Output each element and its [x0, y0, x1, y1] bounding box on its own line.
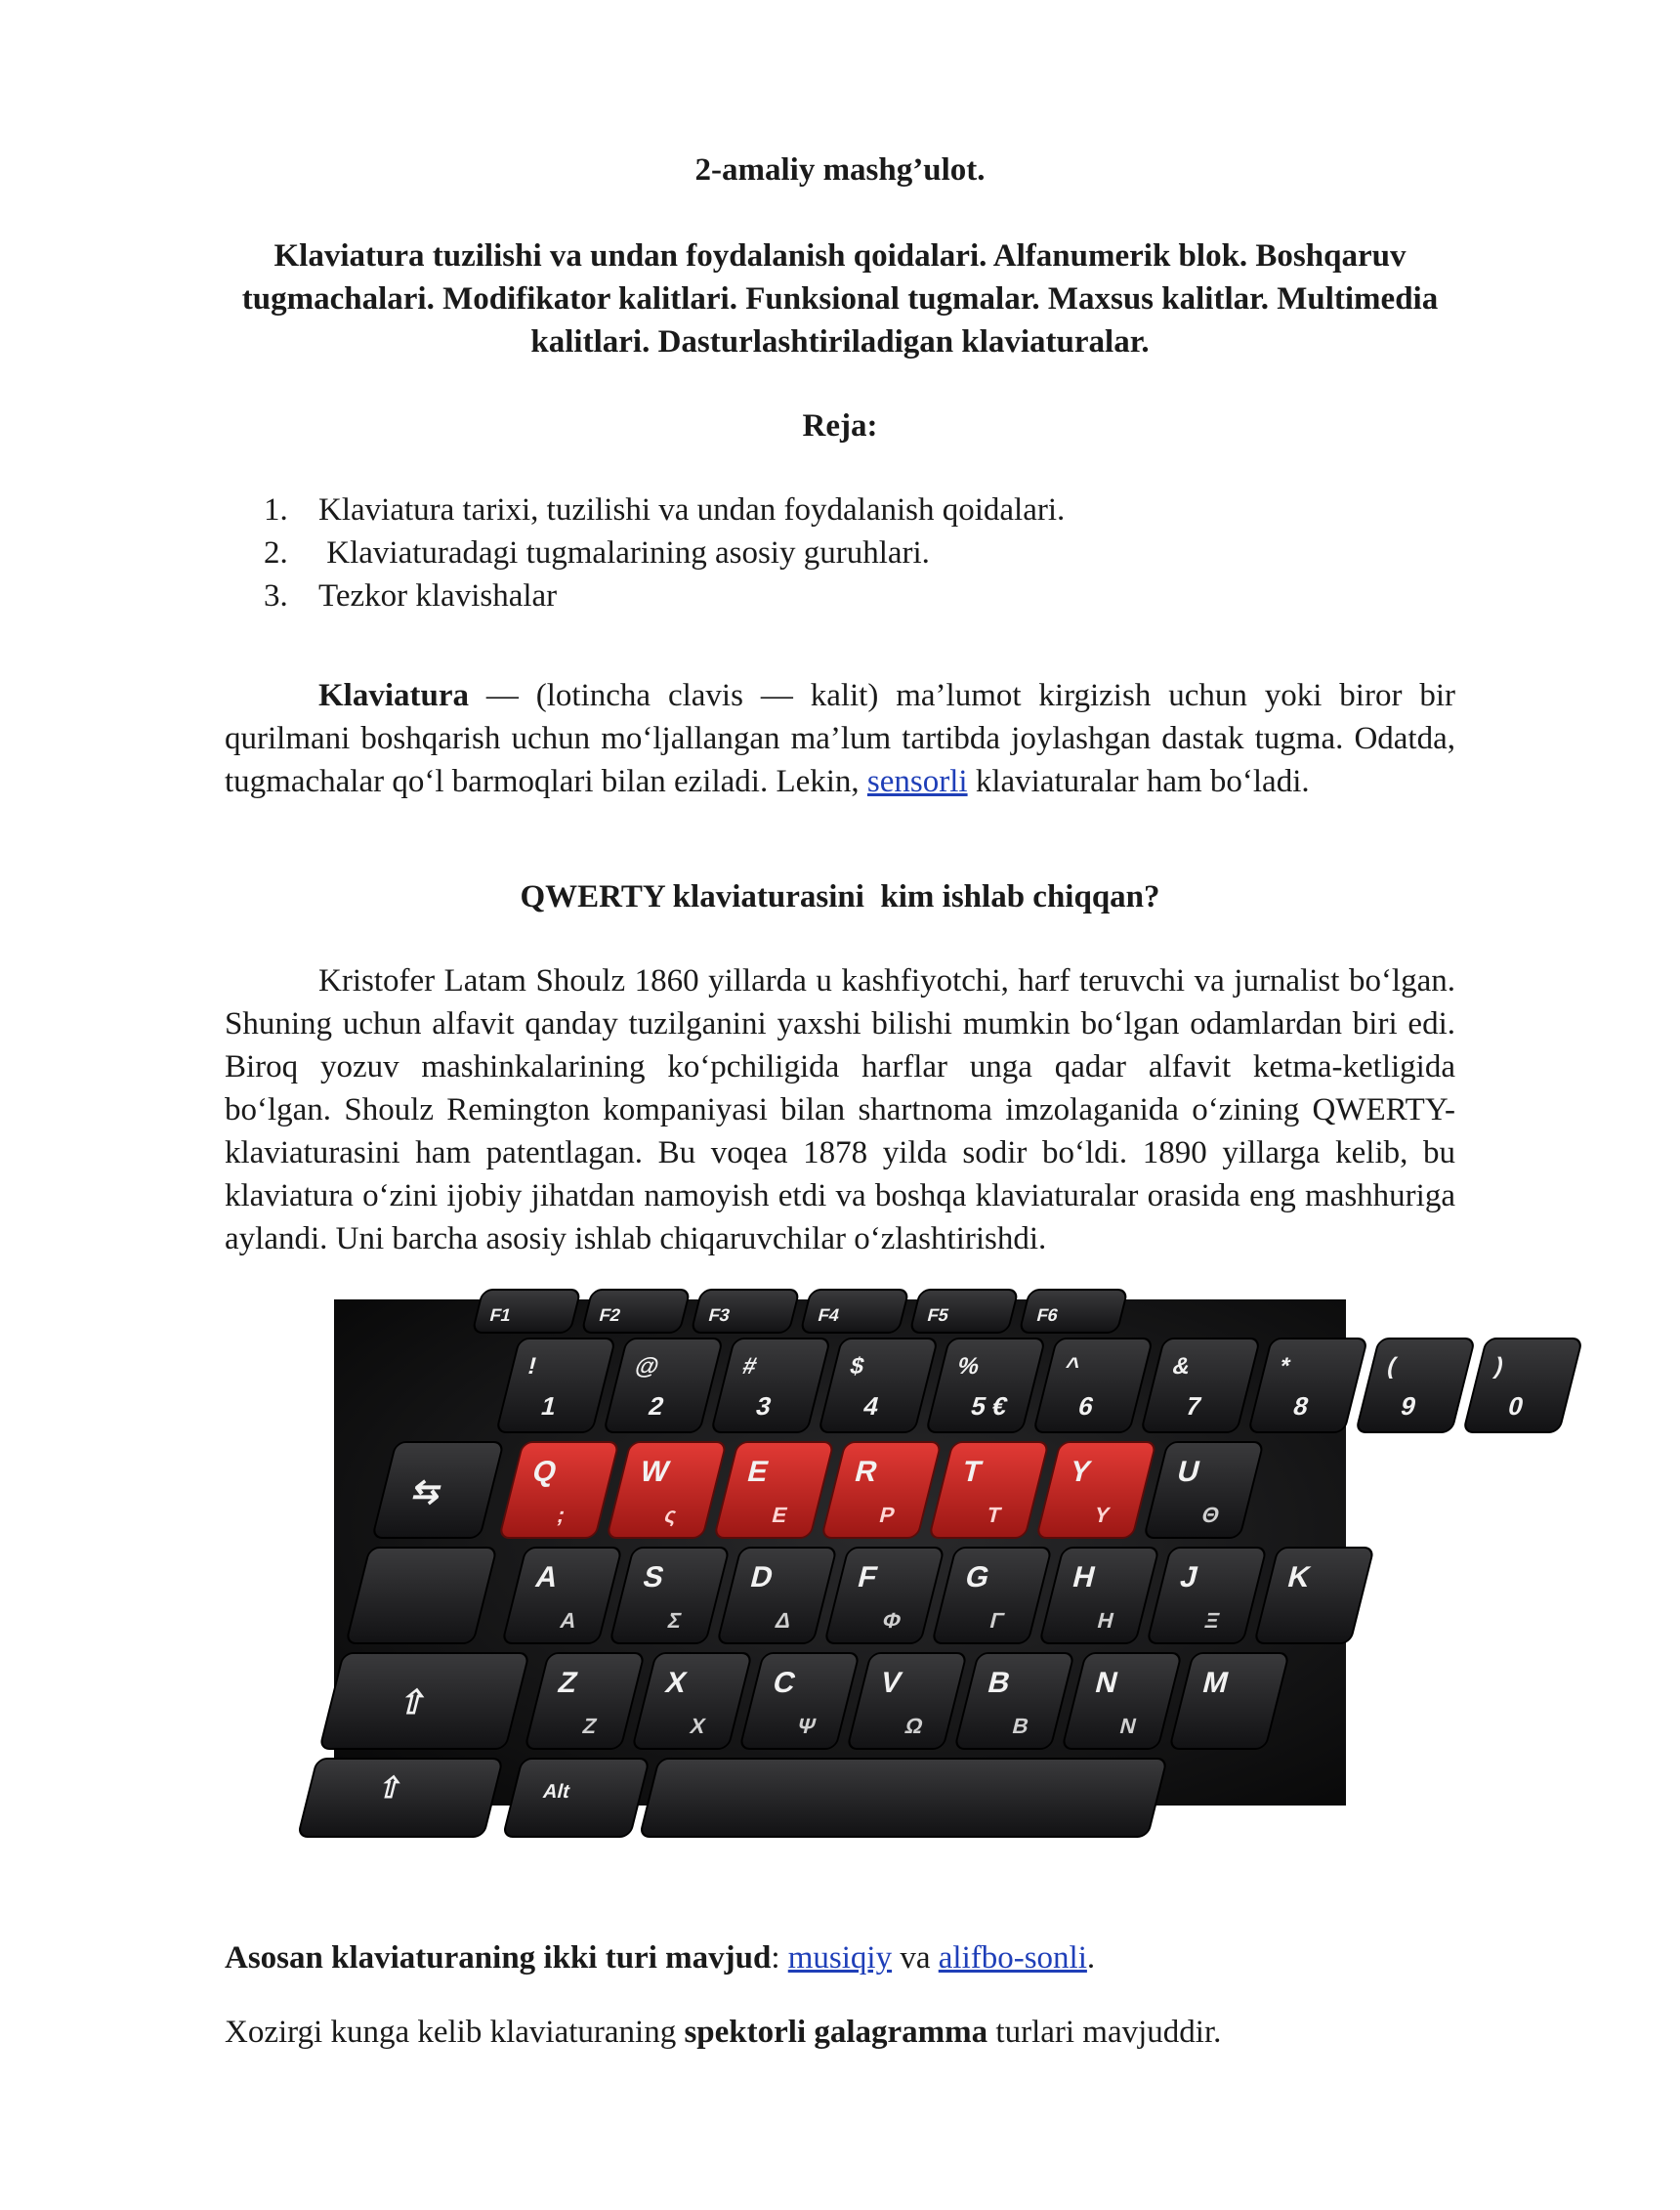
plan-list [264, 489, 1065, 617]
types-sentence: Asosan klaviaturaning ikki turi mavjud: musiqiy va alifbo-sonli. [225, 1940, 1096, 1976]
letter-key-latin-label: C [770, 1666, 800, 1699]
letter-key-greek-label: Ε [769, 1503, 790, 1527]
letter-key-latin-label: Z [555, 1666, 581, 1699]
number-key-top-label: @ [632, 1353, 662, 1380]
function-key [910, 1290, 1019, 1333]
definition-paragraph: Klaviatura — (lotincha clavis — kalit) ma’lumot kirgizish uchun yoki biror bir qurilmani boshqarish uchun mo‘ljallangan ma’lum tartibda joylashgan dastak tugma. Odatda, tugmachalar qo‘l barmoqlari bilan eziladi. Lekin, sensorli klaviaturalar ham bo‘ladi. [225, 678, 1455, 799]
tab-icon: ⇆ [408, 1473, 445, 1510]
number-key-top-label: % [954, 1353, 983, 1380]
alt-key-label: Alt [540, 1781, 572, 1803]
number-key-bottom-label: 9 [1398, 1391, 1419, 1421]
letter-key-greek-label: Ζ [580, 1714, 600, 1738]
letter-key-latin-label: A [531, 1560, 562, 1594]
number-key-bottom-label: 6 [1075, 1391, 1097, 1421]
sensorli-link[interactable]: sensorli [866, 764, 968, 799]
number-key-bottom-label: 2 [646, 1391, 667, 1421]
number-key-top-label: ^ [1062, 1353, 1083, 1380]
letter-key-latin-label: B [985, 1666, 1015, 1699]
number-key-top-label: * [1277, 1353, 1293, 1380]
function-key [473, 1290, 581, 1333]
function-key-label: F6 [1034, 1304, 1061, 1325]
letter-key-latin-label: W [636, 1455, 673, 1488]
number-key-bottom-label: 4 [861, 1391, 882, 1421]
plan-item: 1. Klaviatura tarixi, tuzilishi va undan foydalanish qoidalari. [264, 492, 1066, 528]
letter-key-greek-label: Β [1010, 1714, 1032, 1738]
letter-key-greek-label: Υ [1091, 1503, 1113, 1527]
function-key [692, 1290, 800, 1333]
number-key-top-label: & [1169, 1353, 1194, 1380]
letter-key-greek-label: ς [661, 1503, 680, 1527]
letter-key-greek-label: Τ [984, 1503, 1004, 1527]
letter-key-latin-label: R [851, 1455, 881, 1488]
page-title: 2-amaliy mashg’ulot. [694, 152, 986, 188]
letter-key-greek-label: Δ [772, 1608, 794, 1633]
letter-key-greek-label: ; [554, 1503, 568, 1527]
letter-key-greek-label: Γ [987, 1608, 1007, 1633]
number-key-bottom-label: 3 [753, 1391, 775, 1421]
function-key-label: F1 [487, 1304, 514, 1325]
musiqiy-link[interactable]: musiqiy [787, 1940, 893, 1976]
letter-key-greek-label: Α [557, 1608, 580, 1633]
function-key-label: F5 [925, 1304, 951, 1325]
plan-item: 2. Klaviaturadagi tugmalarining asosiy guruhlari. [264, 535, 930, 571]
keyboard-photo [334, 1299, 1527, 1806]
section-heading: QWERTY klaviaturasini kim ishlab chiqqan? [520, 879, 1160, 914]
number-key-bottom-label: 8 [1290, 1391, 1312, 1421]
letter-key-latin-label: G [961, 1560, 993, 1594]
letter-key-latin-label: Y [1066, 1455, 1095, 1488]
topic-heading: Klaviatura tuzilishi va undan foydalanish qoidalari. Alfanumerik blok. Boshqaruv tugmachalari. Modifikator kalitlari. Funksional tugmalar. Maxsus kalitlar. Multimedia kalitlari. Dasturlashtiriladigan klaviaturalar. [241, 238, 1439, 360]
letter-key-latin-label: E [743, 1455, 773, 1488]
letter-key-latin-label: D [746, 1560, 777, 1594]
alt-key [503, 1759, 650, 1837]
letter-key-greek-label: Σ [664, 1608, 685, 1633]
function-key-label: F3 [706, 1304, 733, 1325]
letter-key-greek-label: Θ [1198, 1503, 1223, 1527]
number-key-top-label: ) [1491, 1353, 1507, 1380]
number-key-top-label: # [739, 1353, 760, 1380]
letter-key-greek-label: Χ [688, 1714, 708, 1738]
letter-key-greek-label: Η [1094, 1608, 1117, 1633]
plan-heading: Reja: [802, 408, 878, 444]
number-key-top-label: $ [847, 1353, 867, 1380]
letter-key-latin-label: U [1173, 1455, 1203, 1488]
letter-key-greek-label: Ω [903, 1714, 926, 1738]
letter-key-latin-label: N [1092, 1666, 1122, 1699]
letter-key-greek-label: Ν [1117, 1714, 1140, 1738]
number-key [1463, 1339, 1582, 1432]
letter-key-latin-label: K [1283, 1560, 1314, 1594]
plan-item: 3. Tezkor klavishalar [264, 578, 558, 614]
letter-key-latin-label: S [639, 1560, 668, 1594]
ctrl-icon: ⇧ [374, 1771, 407, 1805]
function-key [582, 1290, 691, 1333]
number-key [1356, 1339, 1475, 1432]
letter-key-latin-label: H [1069, 1560, 1099, 1594]
letter-key-latin-label: M [1199, 1666, 1233, 1699]
letter-key-latin-label: X [662, 1666, 691, 1699]
number-key-bottom-label: 7 [1183, 1391, 1204, 1421]
letter-key-latin-label: V [877, 1666, 905, 1699]
number-key-bottom-label: 0 [1505, 1391, 1527, 1421]
letter-key-latin-label: T [958, 1455, 986, 1488]
number-key-bottom-label: 5 € [968, 1391, 1011, 1421]
number-key-bottom-label: 1 [538, 1391, 560, 1421]
current-types-sentence: Xozirgi kunga kelib klaviaturaning spektorli galagramma turlari mavjuddir. [225, 2015, 1222, 2050]
letter-key-greek-label: Ρ [876, 1503, 898, 1527]
space-key [640, 1759, 1167, 1837]
definition-term: Klaviatura [318, 678, 469, 713]
letter-key-latin-label: F [854, 1560, 881, 1594]
number-key-top-label: ( [1384, 1353, 1400, 1380]
letter-key-greek-label: Ξ [1201, 1608, 1223, 1633]
alifbo-sonli-link[interactable]: alifbo-sonli [938, 1940, 1087, 1976]
function-key-label: F4 [816, 1304, 842, 1325]
caps-key [346, 1548, 496, 1643]
number-key-top-label: ! [525, 1353, 540, 1380]
shift-icon: ⇧ [395, 1684, 433, 1721]
history-paragraph: Kristofer Latam Shoulz 1860 yillarda u kashfiyotchi, harf teruvchi va jurnalist bo‘lgan. Shuning uchun alfavit qanday tuzilganini yaxshi bilishi mumkin bo‘lgan odamlardan biri edi. Biroq yozuv mashinkalarining ko‘pchiligida harflar unga qadar alfavit ketma-ketligida bo‘lgan. Shoulz Remington kompaniyasi bilan shartnoma imzolaganida o‘zining QWERTY-klaviaturasini ham patentlagan. Bu voqea 1878 yilda sodir bo‘ldi. 1890 yillarga kelib, bu klaviatura o‘zini ijobiy jihatdan namoyish etdi va boshqa klaviaturalar orasida eng mashhuriga aylandi. Uni barcha asosiy ishlab chiqaruvchilar o‘zlashtirishdi. [225, 963, 1455, 1256]
function-key-label: F2 [597, 1304, 623, 1325]
letter-key-greek-label: Φ [879, 1608, 904, 1633]
function-key [801, 1290, 909, 1333]
letter-key-latin-label: J [1176, 1560, 1202, 1594]
letter-key-latin-label: Q [528, 1455, 561, 1488]
letter-key-greek-label: Ψ [795, 1714, 819, 1738]
function-key [1020, 1290, 1128, 1333]
